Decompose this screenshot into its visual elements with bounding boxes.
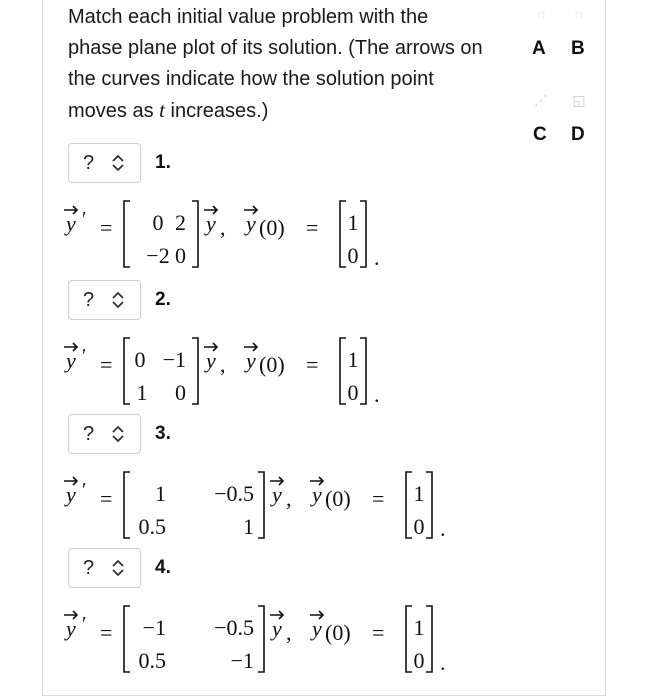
svg-text:,: , (286, 486, 292, 511)
answer-select-4[interactable] (68, 548, 141, 588)
svg-text:y: y (272, 616, 282, 641)
item-number: 3. (155, 423, 171, 444)
ic-cell: 1 (347, 210, 359, 235)
svg-text:y: y (66, 211, 76, 236)
chevron-updown-icon (109, 151, 127, 175)
matrix-cell: −1 (142, 615, 166, 640)
svg-text:,: , (220, 352, 226, 377)
initial-condition (244, 206, 318, 240)
select-value: ? (83, 289, 95, 311)
lhs-vector (64, 343, 86, 373)
svg-text:y: y (66, 348, 76, 373)
option-a-label: A (532, 38, 546, 59)
svg-text:y: y (312, 616, 322, 641)
ic-cell: 1 (347, 347, 359, 372)
svg-text:y: y (246, 211, 256, 236)
matrix-cell: 1 (155, 481, 166, 506)
option-a-thumbnail-icon[interactable]: ◌ (536, 6, 546, 22)
option-c-label: C (533, 124, 547, 145)
svg-text:y: y (246, 348, 256, 373)
question-prompt (68, 2, 488, 127)
svg-text:y: y (206, 211, 216, 236)
matrix-cell: 0 (134, 347, 146, 372)
equation-2 (60, 320, 480, 412)
chevron-updown-icon (109, 556, 127, 580)
equals-sign: = (100, 486, 113, 511)
item-number: 1. (155, 152, 171, 173)
select-value: ? (83, 557, 95, 579)
option-b-thumbnail-icon[interactable]: ◌ (574, 6, 584, 22)
svg-text:=: = (306, 352, 319, 377)
ic-cell: 0 (413, 648, 425, 673)
chevron-updown-icon (109, 422, 127, 446)
equation-3 (60, 454, 500, 546)
svg-text:y: y (312, 482, 322, 507)
ic-cell: 1 (413, 615, 425, 640)
rhs-vector (270, 477, 292, 511)
lhs-vector (64, 206, 86, 236)
prompt-text-end: increases.) (165, 100, 269, 122)
ic-cell: 1 (413, 481, 425, 506)
option-d-thumbnail-icon[interactable]: ◱ (572, 92, 586, 108)
rhs-vector (270, 611, 292, 645)
matrix-cell: 0 (175, 243, 186, 268)
svg-text:′: ′ (82, 613, 87, 635)
svg-text:(0): (0) (325, 486, 351, 511)
matrix-cell: 0.5 (138, 514, 166, 539)
prompt-text: Match each initial value problem with the phase plane plot of its solution. (The arrows on the curves indicate how the solution point moves as (68, 6, 483, 122)
answer-select-1[interactable] (68, 143, 141, 183)
svg-text:′: ′ (82, 345, 87, 367)
svg-text:′: ′ (82, 479, 87, 501)
initial-condition (310, 611, 384, 645)
period: . (440, 650, 446, 675)
initial-condition (310, 477, 384, 511)
chevron-updown-icon (109, 288, 127, 312)
ic-cell: 0 (347, 380, 359, 405)
item-number: 4. (155, 557, 171, 578)
svg-text:y: y (206, 348, 216, 373)
svg-text:(0): (0) (259, 215, 285, 240)
svg-text:=: = (372, 620, 385, 645)
matrix-cell: 2 (175, 210, 186, 235)
matrix-cell: 1 (243, 514, 254, 539)
svg-text:y: y (66, 482, 76, 507)
equation-1 (60, 183, 480, 275)
svg-text:(0): (0) (325, 620, 351, 645)
period: . (374, 382, 380, 407)
matrix-cell: −1 (162, 347, 186, 372)
matrix-cell: −1 (230, 648, 254, 673)
option-d-label: D (571, 124, 585, 145)
answer-select-2[interactable] (68, 280, 141, 320)
svg-text:′: ′ (82, 208, 87, 230)
lhs-vector (64, 477, 86, 507)
rhs-vector (204, 206, 226, 240)
svg-text:y: y (66, 616, 76, 641)
prompt-variable: t (159, 98, 165, 122)
matrix-cell: 0 (175, 380, 186, 405)
matrix-cell: −0.5 (214, 481, 254, 506)
svg-text:=: = (306, 215, 319, 240)
period: . (374, 245, 380, 270)
ic-cell: 0 (413, 514, 425, 539)
matrix-cell: −0.5 (214, 615, 254, 640)
svg-text:(0): (0) (259, 352, 285, 377)
select-value: ? (83, 423, 95, 445)
item-number: 2. (155, 289, 171, 310)
matrix-cell: 1 (136, 380, 148, 405)
equals-sign: = (100, 620, 113, 645)
equals-sign: = (100, 215, 113, 240)
option-c-thumbnail-icon[interactable]: ⋰ (534, 92, 548, 108)
matrix-cell: 0.5 (138, 648, 166, 673)
svg-text:=: = (372, 486, 385, 511)
matrix-cell: 0 (152, 210, 164, 235)
answer-select-3[interactable] (68, 414, 141, 454)
equation-4 (60, 588, 500, 680)
svg-text:,: , (286, 620, 292, 645)
svg-text:y: y (272, 482, 282, 507)
option-b-label: B (571, 38, 585, 59)
svg-text:,: , (220, 215, 226, 240)
initial-condition (244, 343, 318, 377)
matrix-cell: −2 (146, 243, 170, 268)
select-value: ? (83, 152, 95, 174)
equals-sign: = (100, 352, 113, 377)
rhs-vector (204, 343, 226, 377)
period: . (440, 516, 446, 541)
ic-cell: 0 (347, 243, 359, 268)
lhs-vector (64, 611, 86, 641)
